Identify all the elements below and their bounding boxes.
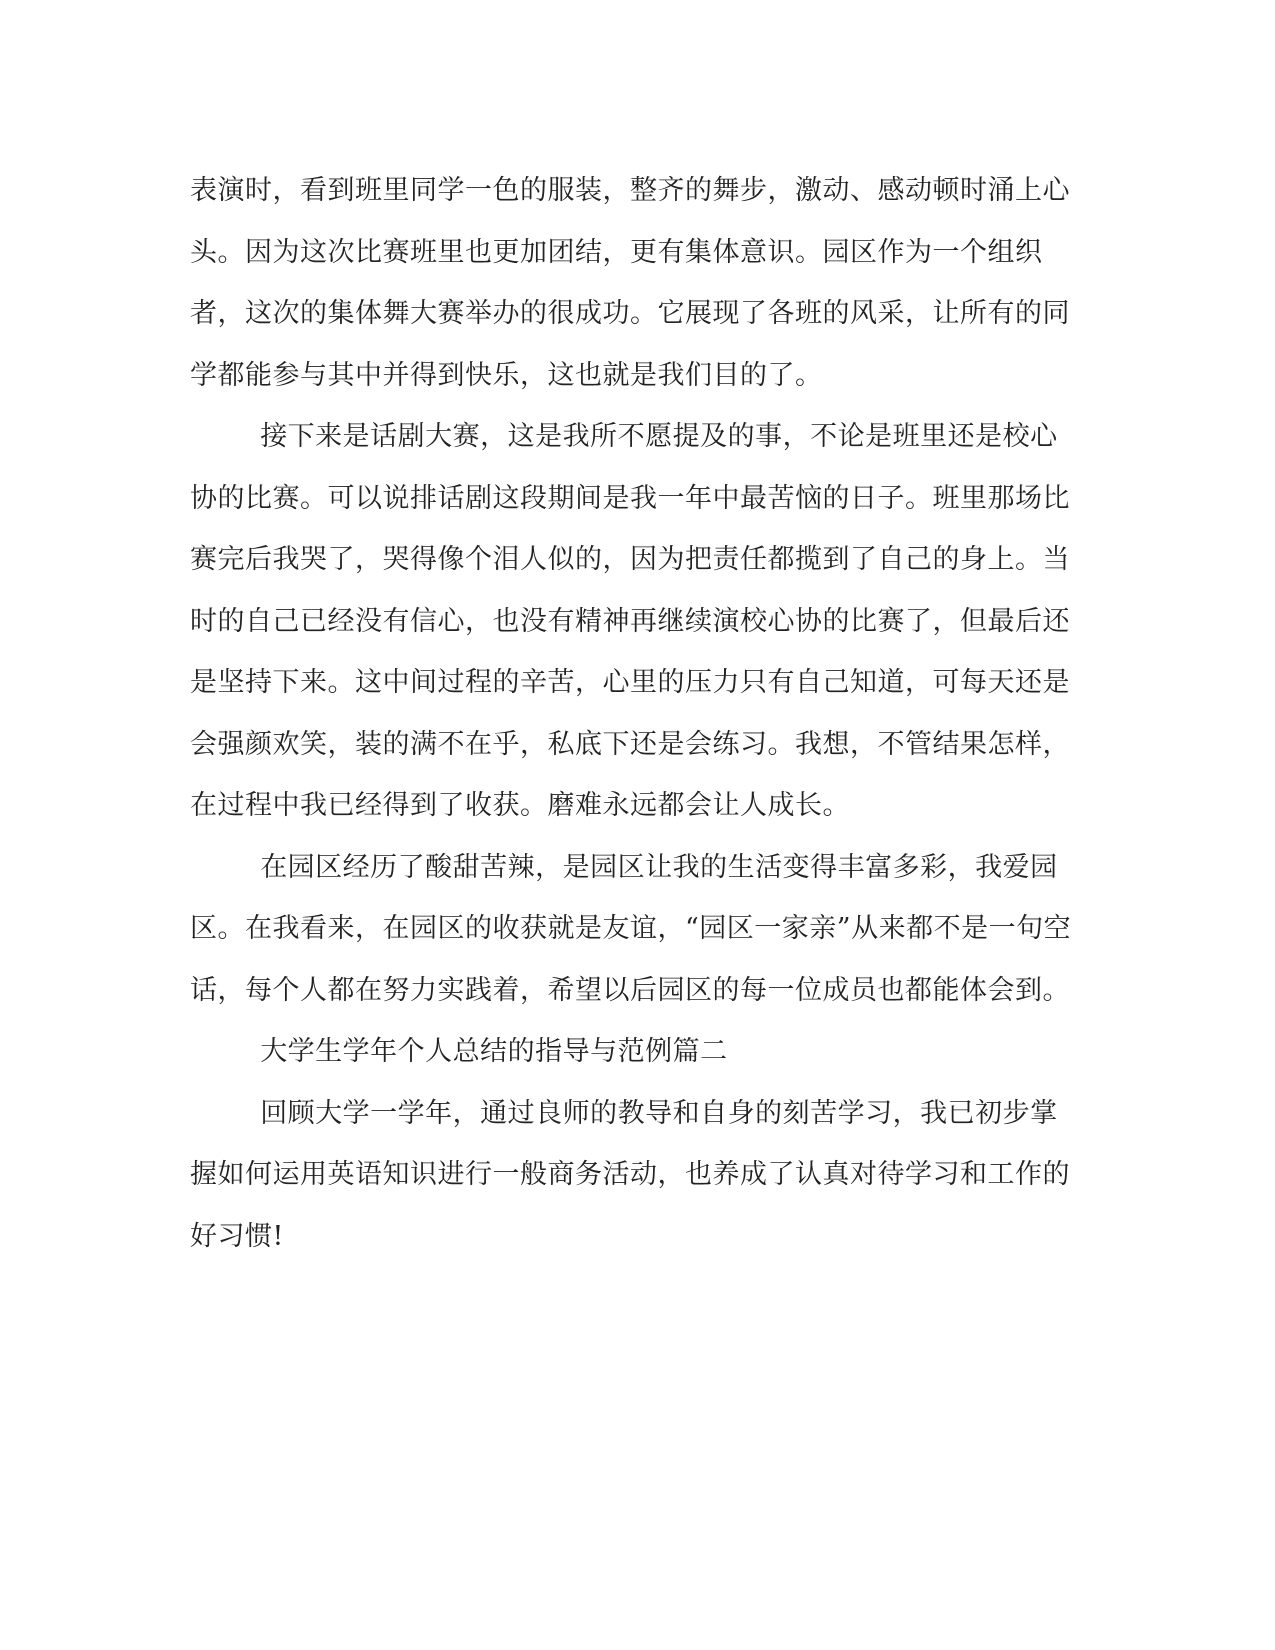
paragraph-review: 回顾大学一学年，通过良师的教导和自身的刻苦学习，我已初步掌握如何运用英语知识进行一般商务活动，也养成了认真对待学习和工作的好习惯! xyxy=(190,1097,1070,1252)
paragraph-continuation: 表演时，看到班里同学一色的服装，整齐的舞步，激动、感动顿时涌上心头。因为这次比赛班里也更加团结，更有集体意识。园区作为一个组织者，这次的集体舞大赛举办的很成功。它展现了各班的风采，让所有的同学都能参与其中并得到快乐，这也就是我们目的了。 xyxy=(190,175,1070,391)
paragraph-drama-contest: 接下来是话剧大赛，这是我所不愿提及的事，不论是班里还是校心协的比赛。可以说排话剧这段期间是我一年中最苦恼的日子。班里那场比赛完后我哭了，哭得像个泪人似的，因为把责任都揽到了自己的身上。当时的自己已经没有信心，也没有精神再继续演校心协的比赛了，但最后还是坚持下来。这中间过程的辛苦，心里的压力只有自己知道，可每天还是会强颜欢笑，装的满不在乎，私底下还是会练习。我想，不管结果怎样，在过程中我已经得到了收获。磨难永远都会让人成长。 xyxy=(190,421,1070,821)
section-heading: 大学生学年个人总结的指导与范例篇二 xyxy=(260,1036,728,1067)
paragraph-park-experience: 在园区经历了酸甜苦辣，是园区让我的生活变得丰富多彩，我爱园区。在我看来，在园区的收获就是友谊，“园区一家亲”从来都不是一句空话，每个人都在努力实践着，希望以后园区的每一位成员也都能体会到。 xyxy=(190,851,1072,1006)
document-body xyxy=(190,160,1080,1267)
